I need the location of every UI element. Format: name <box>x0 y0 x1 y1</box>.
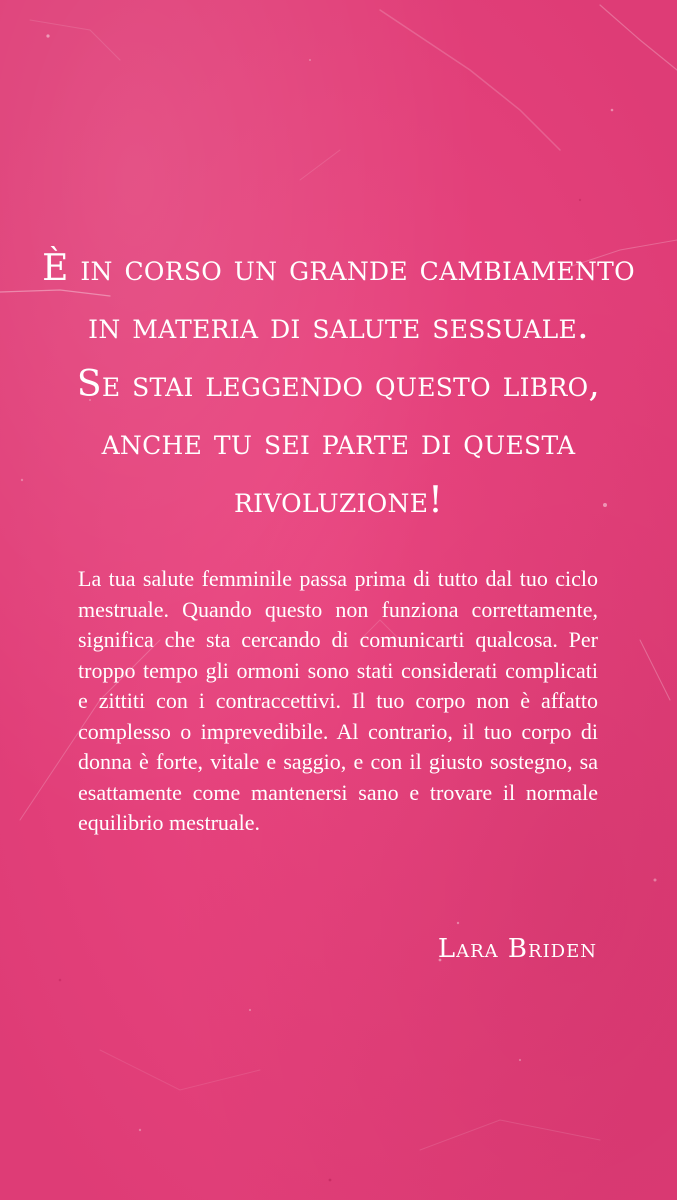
headline <box>40 240 637 530</box>
body-paragraph: La tua salute femminile passa prima di tutto dal tuo ciclo mestruale. Quando questo non funziona correttamente, significa che sta cercando di comunicarti qualcosa. Per troppo tempo gli ormoni sono stati considerati complicati e zittiti con i contraccettivi. Il tuo corpo non è affatto complesso o imprevedibile. Al contrario, il tuo corpo di donna è forte, vitale e saggio, e con il giusto sostegno, sa esattamente come mantenersi sano e trovare il normale equilibrio mestruale. <box>78 566 598 835</box>
headline-line-4: anche tu sei parte di questa <box>101 422 576 463</box>
headline-line-1: È in corso un grande cambiamento <box>42 248 635 289</box>
headline-line-5: rivoluzione! <box>233 480 444 521</box>
author-signature: Lara Briden <box>437 934 597 964</box>
headline-line-3: Se stai leggendo questo libro, <box>76 364 601 405</box>
headline-line-2: in materia di salute sessuale. <box>88 306 589 347</box>
